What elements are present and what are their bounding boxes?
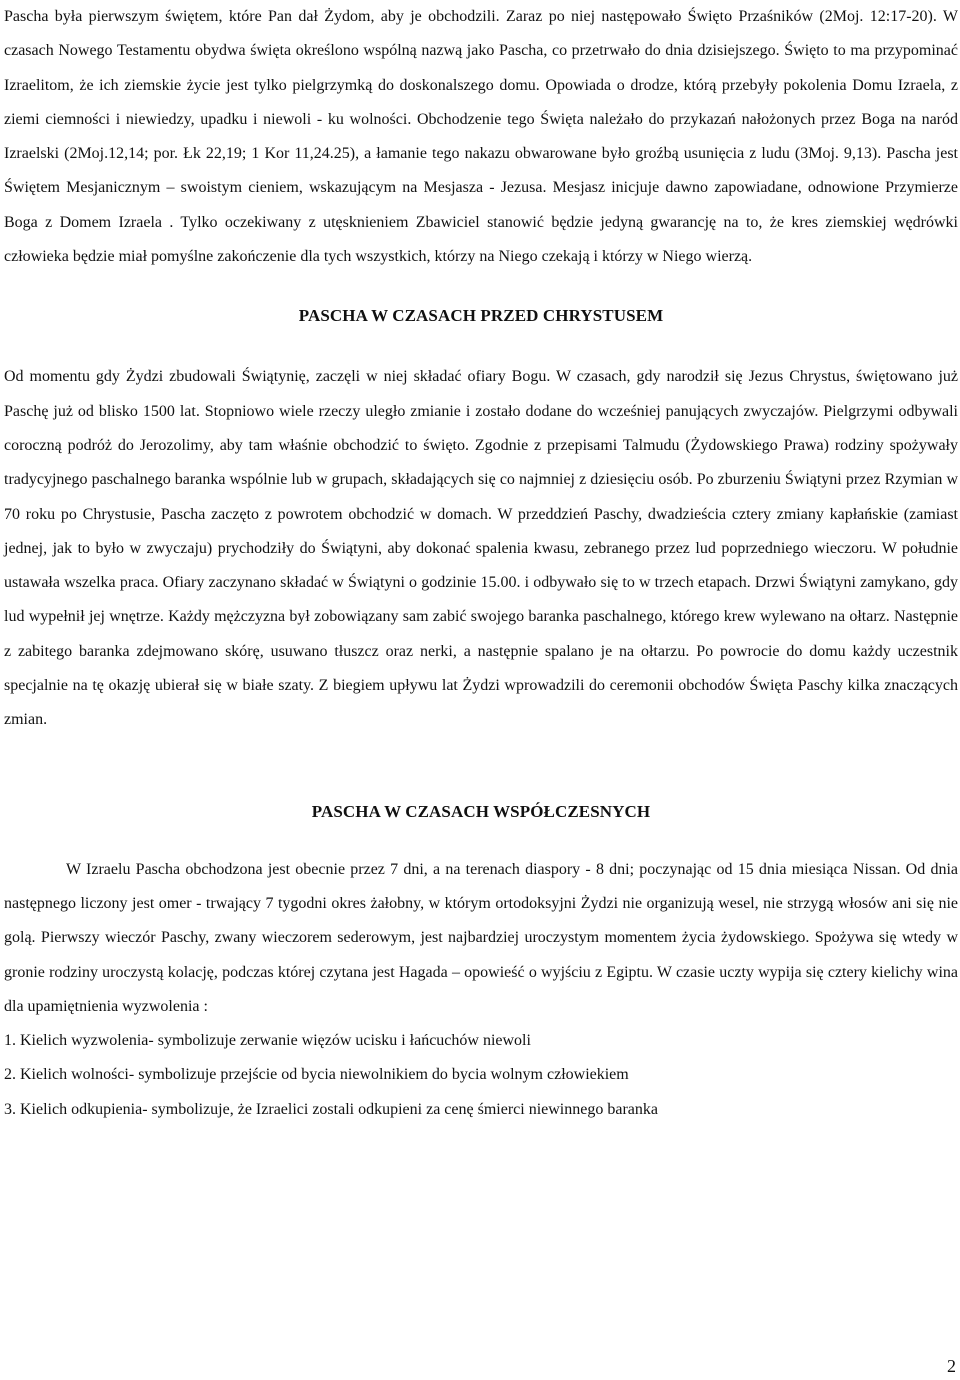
list-item: 3. Kielich odkupienia- symbolizuje, że Izraelici zostali odkupieni za cenę śmierci niewinnego baranka xyxy=(4,1100,658,1118)
document-page xyxy=(4,0,958,1127)
list-item: 1. Kielich wyzwolenia- symbolizuje zerwanie więzów ucisku i łańcuchów niewoli xyxy=(4,1032,531,1050)
section-heading-modern: PASCHA W CZASACH WSPÓŁCZESNYCH xyxy=(311,801,651,821)
section-paragraph-before-christ: Od momentu gdy Żydzi zbudowali Świątynię, zaczęli w niej składać ofiary Bogu. W czasach, gdy narodził się Jezus Chrystus, świętowano już Paschę już od blisko 1500 lat. Stopniowo wiele rzeczy uległo zmianie i zostało dodane do wcześniej panujących zwyczajów. Pielgrzymi odbywali coroczną podróż do Jerozolimy, aby tam właśnie obchodzić to święto. Zgodnie z przepisami Talmudu (Żydowskiego Prawa) rodziny spożywały tradycyjnego paschalnego baranka wspólnie lub w grupach, składających się co najmniej z dziesięciu osób. Po zburzeniu Świątyni przez Rzymian w 70 roku po Chrystusie, Pascha zaczęto z powrotem obchodzić w domach. W przeddzień Paschy, dwadzieścia cztery zmiany kapłańskie (zamiast jednej, jak to było w zwyczaju) prychodziły do Świątyni, aby dokonać spalenia kwasu, zebranego przez lud poprzedniego wieczoru. W południe ustawała wszelka praca. Ofiary zaczynano składać w Świątyni o godzinie 15.00. i odbywało się to w trzech etapach. Drzwi Świątyni zamykano, gdy lud wypełnił jej wnętrze. Każdy mężczyzna był zobowiązany sam zabić swojego baranka paschalnego, którego krew wylewano na ołtarz. Następnie z zabitego baranka zdejmowano skórę, usuwano tłuszcz oraz nerki, a następnie spalano je na ołtarzu. Po powrocie do domu każdy uczestnik specjalnie na tę okazję ubierał się w białe szaty. Z biegiem upływu lat Żydzi wprowadzili do ceremonii obchodów Święta Paschy kilka znaczących zmian. xyxy=(4,368,958,729)
list-item: 2. Kielich wolności- symbolizuje przejście od bycia niewolnikiem do bycia wolnym człowiekiem xyxy=(4,1066,629,1084)
page-number: 2 xyxy=(947,1356,956,1376)
section-heading-before-christ: PASCHA W CZASACH PRZED CHRYSTUSEM xyxy=(298,306,664,326)
cups-list xyxy=(4,1024,958,1127)
intro-paragraph: Pascha była pierwszym świętem, które Pan dał Żydom, aby je obchodzili. Zaraz po niej następowało Święto Przaśników (2Moj. 12:17-20). W czasach Nowego Testamentu obydwa święta określono wspólną nazwą jako Pascha, co przetrwało do dnia dzisiejszego. Święto to ma przypominać Izraelitom, że ich ziemskie życie jest tylko pielgrzymką do doskonalszego domu. Opowiada o drodze, którą przebyły pokolenia Domu Izraela, z ziemi ciemności i niewiedzy, upadku i niewoli - ku wolności. Obchodzenie tego Święta należało do przykazań nałożonych przez Boga na naród Izraelski (2Moj.12,14; por. Łk 22,19; 1 Kor 11,24.25), a łamanie tego nakazu obwarowane było groźbą usunięcia z ludu (3Moj. 9,13). Pascha jest Świętem Mesjanicznym – swoistym cieniem, wskazującym na Mesjasza - Jezusa. Mesjasz inicjuje dawno zapowiadane, odnowione Przymierze Boga z Domem Izraela . Tylko oczekiwany z utęsknieniem Zbawiciel stanowić będzie jedyną gwarancję na to, że kres ziemskiej wędrówki człowieka będzie miał pomyślne zakończenie dla tych wszystkich, którzy na Niego czekają i którzy w Niego wierzą. xyxy=(4,8,958,266)
section-paragraph-modern: W Izraelu Pascha obchodzona jest obecnie przez 7 dni, a na terenach diaspory - 8 dni; poczynając od 15 dnia miesiąca Nissan. Od dnia następnego liczony jest omer - trwający 7 tygodni okres żałobny, w którym ortodoksyjni Żydzi nie organizują wesel, nie strzygą włosów ani się nie golą. Pierwszy wieczór Paschy, zwany wieczorem sederowym, jest najbardziej uroczystym momentem życia żydowskiego. Spożywa się wtedy w gronie rodziny uroczystą kolację, podczas której czytana jest Hagada – opowieść o wyjściu z Egiptu. W czasie uczty wypija się cztery kielichy wina dla upamiętnienia wyzwolenia : xyxy=(4,860,958,1015)
